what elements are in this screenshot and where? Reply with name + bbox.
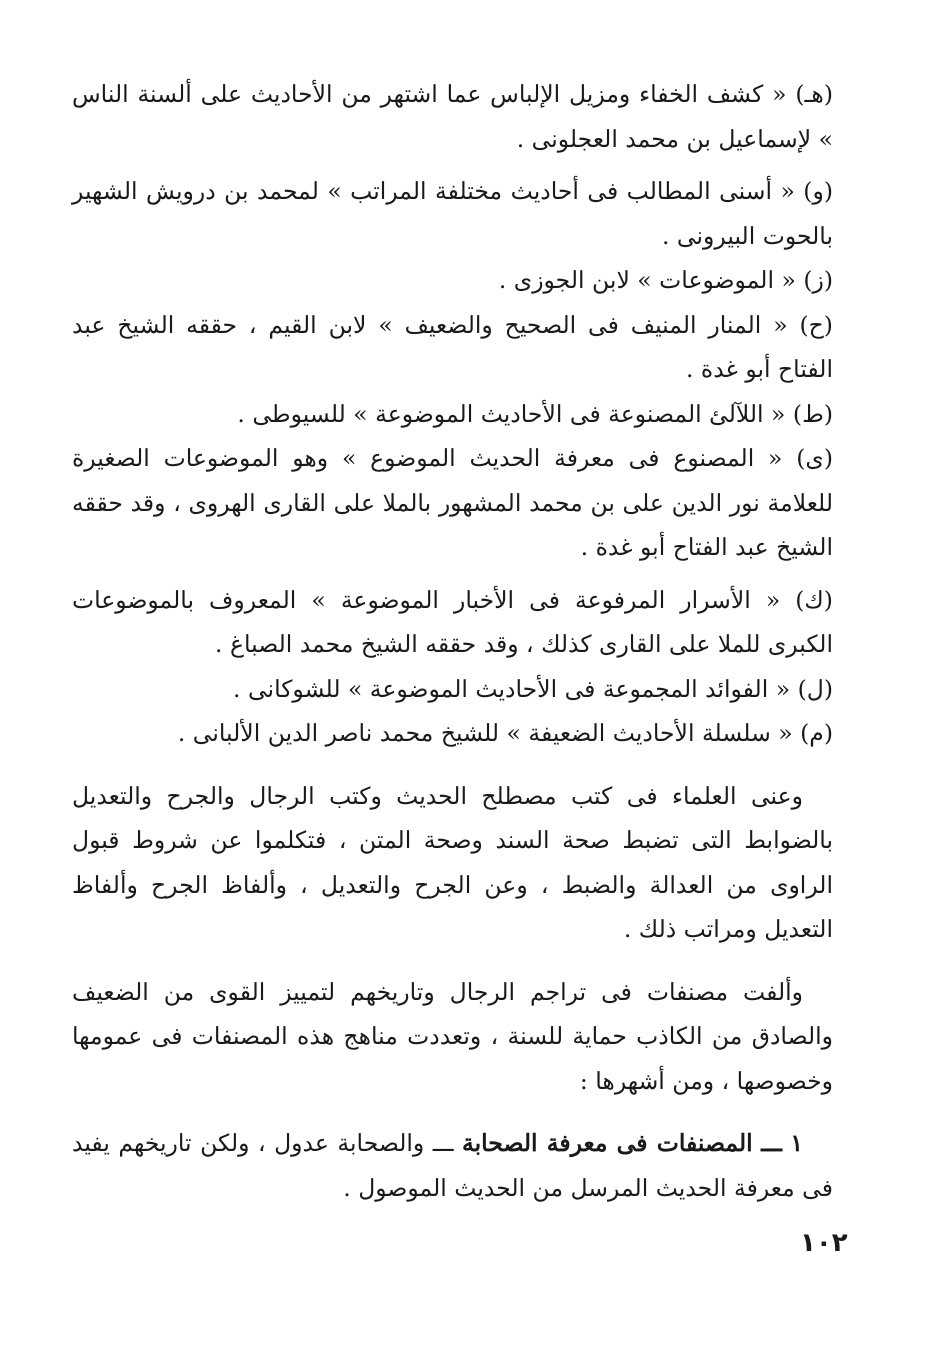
item-label: (هـ) <box>795 80 833 108</box>
item-text: « سلسلة الأحاديث الضعيفة » للشيخ محمد ناصر الدين الألبانى . <box>177 719 793 747</box>
list-item-ta <box>72 392 833 437</box>
list-item-waw <box>72 169 833 258</box>
list-item-he <box>72 72 833 161</box>
list-item-mim <box>72 711 833 756</box>
item-label: (ط) <box>792 399 833 428</box>
list-item-ha <box>72 303 833 392</box>
paragraph-text: وألفت مصنفات فى تراجم الرجال وتاريخهم لتمييز القوى من الضعيف والصادق من الكاذب حماية للسنة ، وتعددت مناهج هذه المصنفات فى عمومها وخصوصها ، ومن أشهرها : <box>72 977 833 1095</box>
list-item-kaf <box>72 578 833 667</box>
section-dash: ـــ <box>761 1129 782 1157</box>
paragraph-scholars <box>72 774 833 952</box>
item-label: (م) <box>800 719 833 747</box>
item-label: (ح) <box>799 310 833 339</box>
item-text: « الفوائد المجموعة فى الأحاديث الموضوعة » للشوكانى . <box>233 674 791 703</box>
paragraph-text: وعنى العلماء فى كتب مصطلح الحديث وكتب الرجال والجرح والتعديل بالضوابط التى تضبط صحة السند وصحة المتن ، فتكلموا عن شروط قبول الراوى من العدالة والضبط ، وعن الجرح والتعديل ، وألفاظ الجرح وألفاظ التعديل ومراتب ذلك . <box>72 781 833 943</box>
page-number: ١٠٢ <box>800 1228 848 1258</box>
item-text: « المنار المنيف فى الصحيح والضعيف » لابن القيم ، حققه الشيخ عبد الفتاح أبو غدة . <box>72 310 833 383</box>
body-text <box>72 72 833 1210</box>
list-item-zay <box>72 258 833 303</box>
numbered-section-companions <box>72 1121 833 1210</box>
list-item-ya <box>72 436 833 570</box>
item-text: « اللآلئ المصنوعة فى الأحاديث الموضوعة » للسيوطى . <box>237 399 786 428</box>
item-label: (و) <box>803 177 833 205</box>
section-title: المصنفات فى معرفة الصحابة <box>461 1129 753 1157</box>
section-text: ـــ والصحابة عدول ، ولكن تاريخهم يفيد فى معرفة الحديث المرسل من الحديث الموصول . <box>72 1129 833 1202</box>
item-text: « الموضوعات » لابن الجوزى . <box>498 266 796 294</box>
item-label: (ك) <box>795 585 833 614</box>
section-number: ١ <box>790 1129 803 1157</box>
list-item-lam <box>72 667 833 712</box>
paragraph-works <box>72 970 833 1104</box>
item-label: (ز) <box>803 266 833 294</box>
item-label: (ى) <box>796 444 833 472</box>
item-text: « أسنى المطالب فى أحاديث مختلفة المراتب » لمحمد بن درويش الشهير بالحوت البيرونى . <box>72 177 833 250</box>
item-text: « المصنوع فى معرفة الحديث الموضوع » وهو الموضوعات الصغيرة للعلامة نور الدين على بن محمد المشهور بالملا على القارى الهروى ، وقد حققه الشيخ عبد الفتاح أبو غدة . <box>72 444 833 561</box>
item-text: « الأسرار المرفوعة فى الأخبار الموضوعة » المعروف بالموضوعات الكبرى للملا على القارى كذلك ، وقد حققه الشيخ محمد الصباغ . <box>72 585 833 658</box>
item-text: « كشف الخفاء ومزيل الإلباس عما اشتهر من الأحاديث على ألسنة الناس » لإسماعيل بن محمد العجلونى . <box>72 80 833 153</box>
item-label: (ل) <box>797 674 833 703</box>
